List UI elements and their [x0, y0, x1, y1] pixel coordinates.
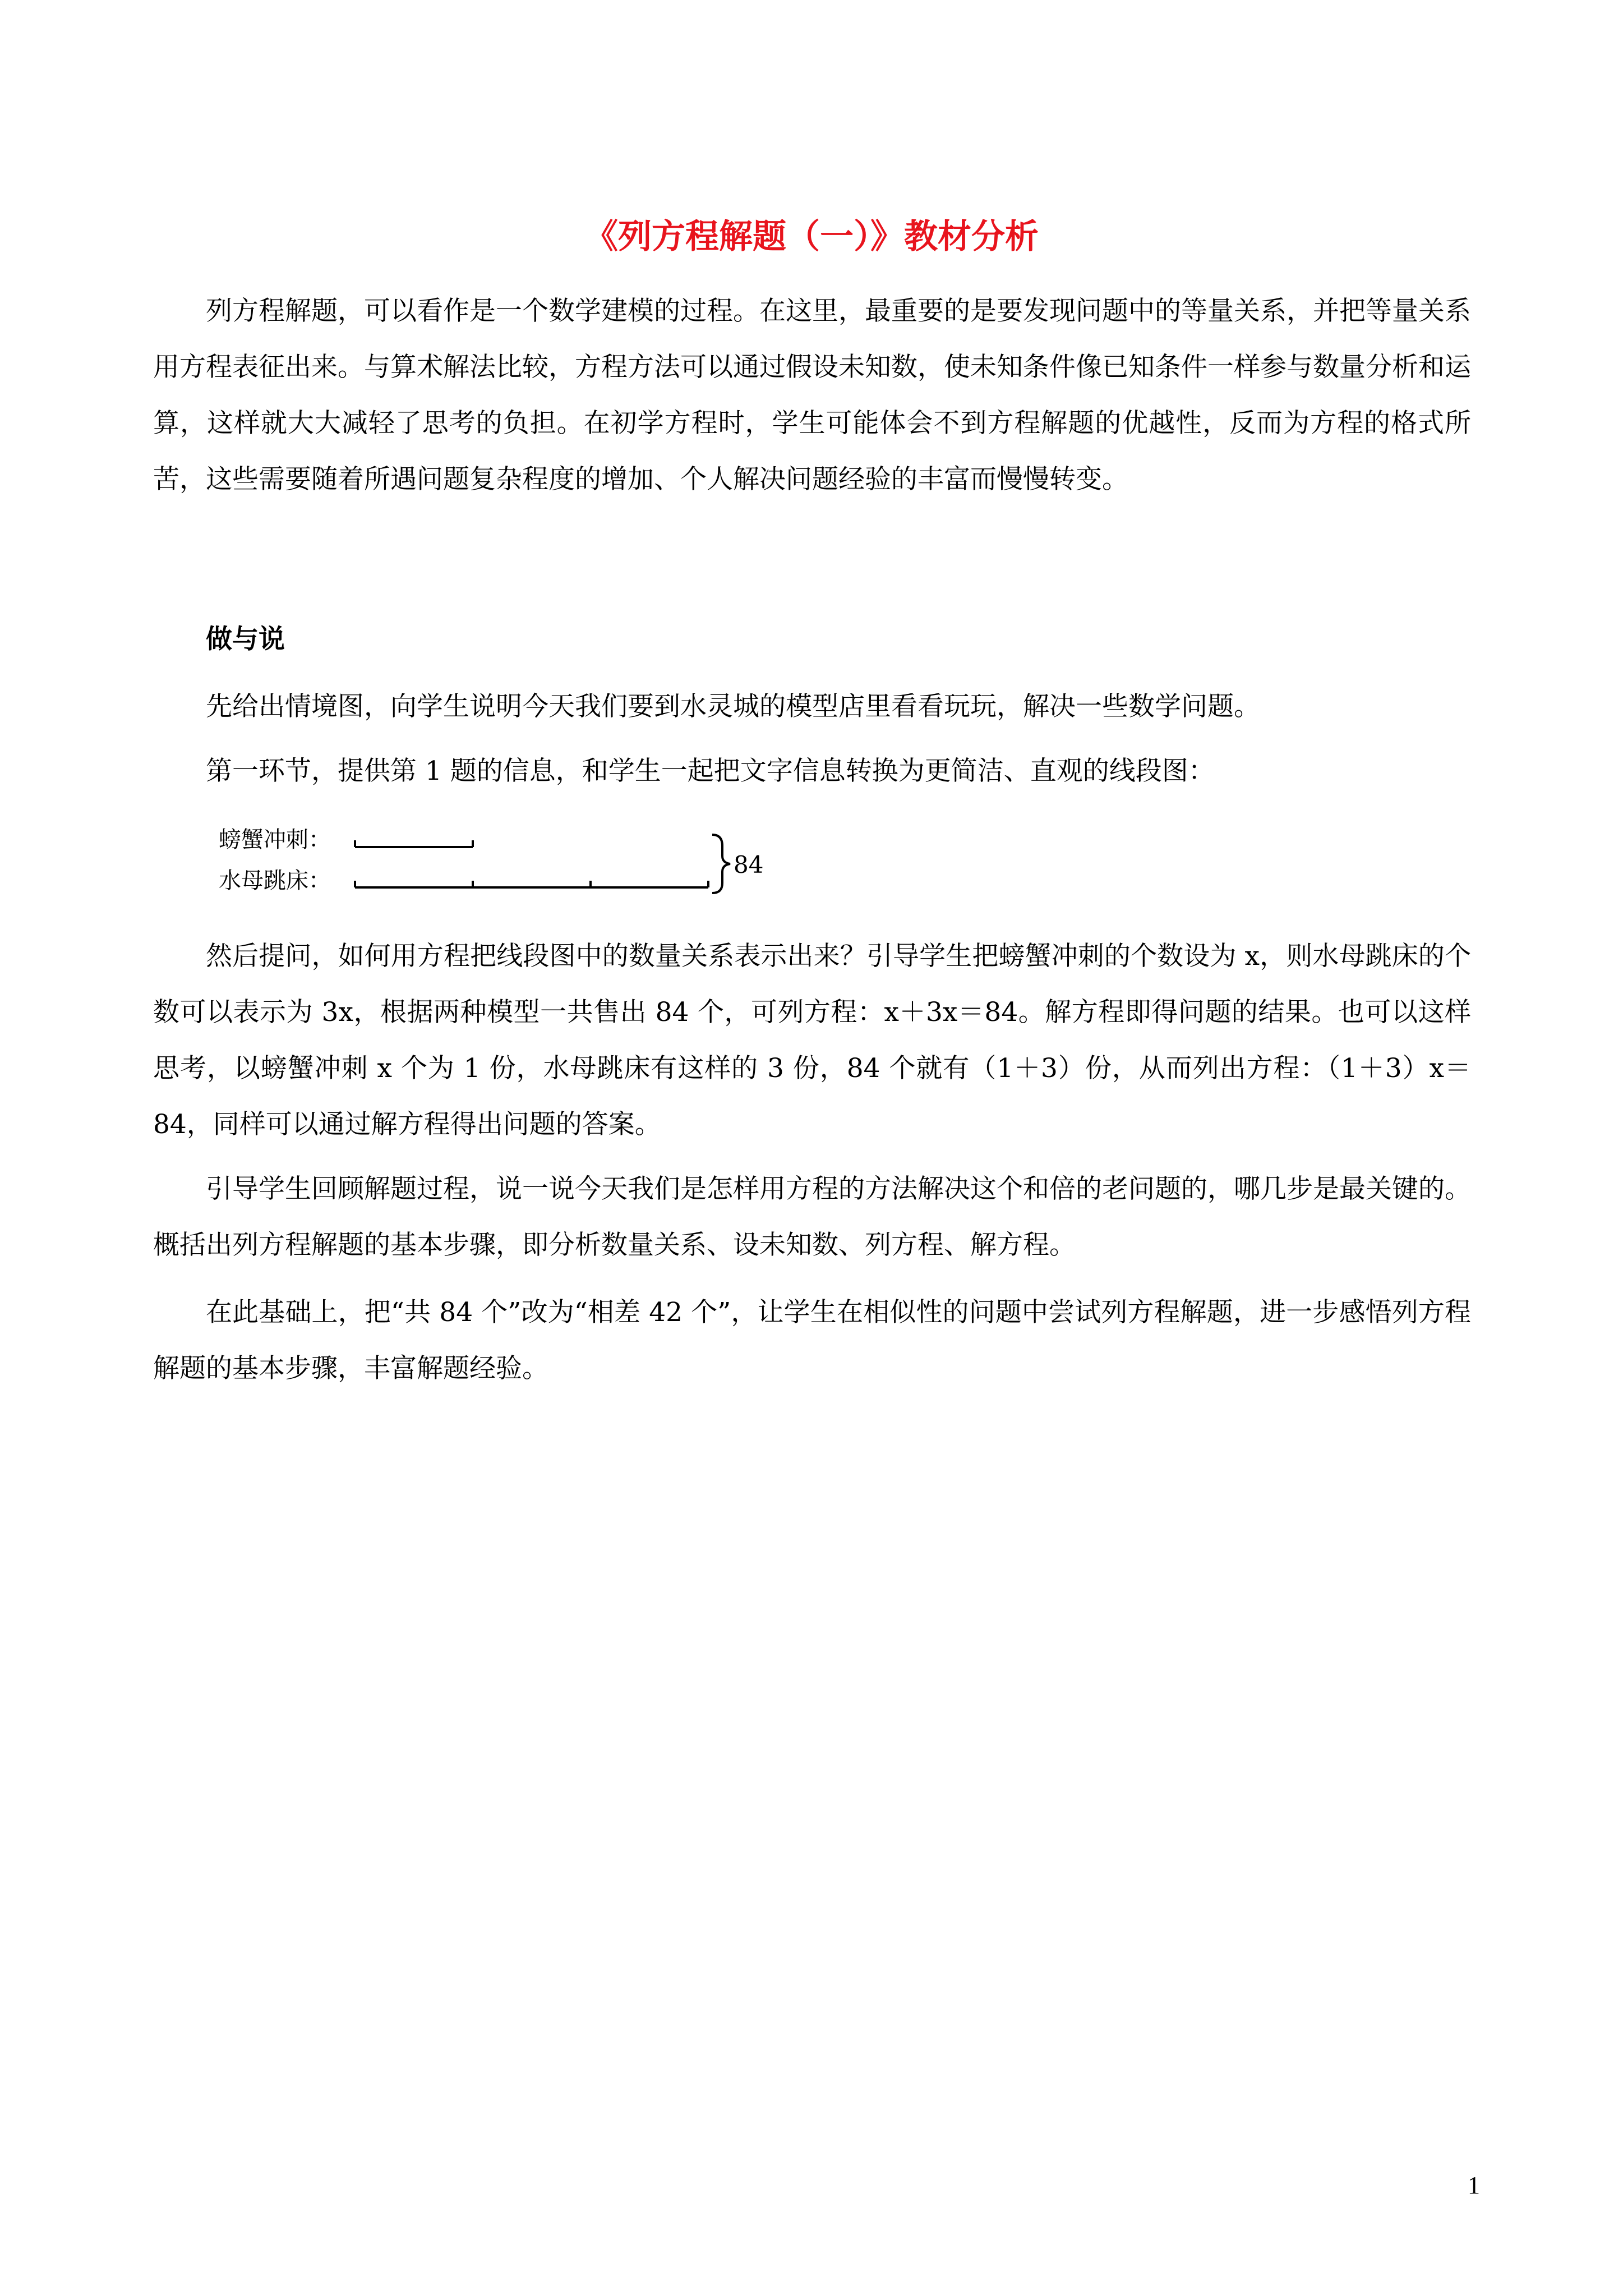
scene-paragraph: 先给出情境图，向学生说明今天我们要到水灵城的模型店里看看玩玩，解决一些数学问题。	[206, 691, 1260, 722]
intro-paragraph: 列方程解题，可以看作是一个数学建模的过程。在这里，最重要的是要发现问题中的等量关系，并把等量关系用方程表征出来。与算术解法比较，方程方法可以通过假设未知数，使未知条件像已知条件一样参与数量分析和运算，这样就大大减轻了思考的负担。在初学方程时，学生可能体会不到方程解题的优越性，反而为方程的格式所苦，这些需要随着所遇问题复杂程度的增加、个人解决问题经验的丰富而慢慢转变。	[153, 296, 1471, 495]
jelly-segment	[355, 881, 708, 887]
page-title: 《列方程解题（一）》教材分析	[584, 217, 1039, 256]
crab-label: 螃蟹冲刺：	[219, 827, 331, 853]
page-number: 1	[1468, 2171, 1480, 2199]
review-paragraph: 引导学生回顾解题过程，说一说今天我们是怎样用方程的方法解决这个和倍的老问题的，哪几步是最关键的。概括出列方程解题的基本步骤，即分析数量关系、设未知数、列方程、解方程。	[153, 1174, 1471, 1260]
step1-paragraph: 第一环节，提供第 1 题的信息，和学生一起把文字信息转换为更简洁、直观的线段图：	[206, 756, 1215, 786]
line-segment-diagram	[219, 818, 780, 908]
question-paragraph: 然后提问，如何用方程把线段图中的数量关系表示出来？引导学生把螃蟹冲刺的个数设为 x，则水母跳床的个数可以表示为 3x，根据两种模型一共售出 84 个，可列方程：x＋3x＝84。解方程即得问题的结果。也可以这样思考，以螃蟹冲刺 x 个为 1 份，水母跳床有这样的 3 份，84 个就有（1＋3）份，从而列出方程：（1＋3）x＝84，同样可以通过解方程得出问题的答案。	[153, 941, 1471, 1140]
jelly-label: 水母跳床：	[219, 868, 331, 894]
total-label: 84	[734, 851, 764, 878]
section-heading: 做与说	[206, 624, 285, 655]
crab-segment	[355, 840, 473, 847]
extend-paragraph: 在此基础上，把“共 84 个”改为“相差 42 个”，让学生在相似性的问题中尝试列方程解题，进一步感悟列方程解题的基本步骤，丰富解题经验。	[153, 1297, 1471, 1384]
curly-brace	[712, 835, 730, 893]
